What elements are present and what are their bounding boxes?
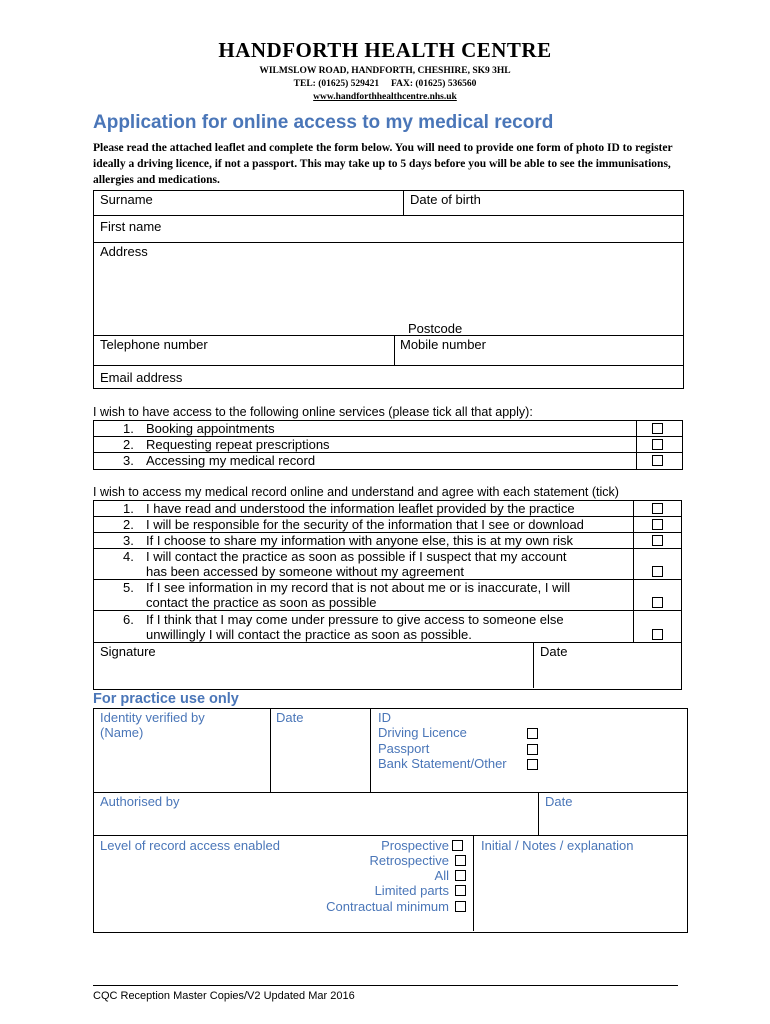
id-driving-licence-checkbox[interactable]: [527, 728, 538, 739]
level-retrospective-checkbox[interactable]: [455, 855, 466, 866]
signature-field[interactable]: Signature: [100, 644, 156, 659]
dob-field[interactable]: Date of birth: [410, 192, 481, 207]
notes-field[interactable]: Initial / Notes / explanation: [481, 838, 634, 853]
intro-text: Please read the attached leaflet and complete the form below. You will need to provide one form of photo ID to register ideally a driving licence, if not a passport. This may take up to 5 days before you will be able to see the immunisations, allergies and medications.: [93, 142, 673, 186]
divider: [633, 500, 634, 642]
first-name-field[interactable]: First name: [100, 219, 162, 234]
divider: [93, 215, 683, 216]
agreement-2-checkbox[interactable]: [652, 519, 663, 530]
divider: [370, 708, 371, 792]
email-field[interactable]: Email address: [100, 370, 183, 385]
id-option-driving-licence: Driving Licence: [378, 725, 467, 740]
agreement-5-text: If I see information in my record that is not about me or is inaccurate, I will: [146, 580, 571, 595]
identity-date-label: Date: [276, 710, 304, 725]
practice-use-heading: For practice use only: [93, 691, 239, 707]
service-prescriptions-checkbox[interactable]: [652, 439, 663, 450]
service-num: 3.: [123, 453, 134, 468]
agreement-5-text-cont: contact the practice as soon as possible: [146, 595, 377, 610]
service-record-checkbox[interactable]: [652, 455, 663, 466]
divider: [394, 335, 395, 365]
divider: [538, 792, 539, 835]
divider: [93, 242, 683, 243]
id-passport-checkbox[interactable]: [527, 744, 538, 755]
agreement-1-checkbox[interactable]: [652, 503, 663, 514]
divider: [473, 835, 474, 931]
practice-phone: TEL: (01625) 529421: [293, 79, 380, 89]
authorised-date-field[interactable]: Date: [545, 794, 573, 809]
divider: [93, 610, 681, 611]
agreement-num: 4.: [123, 549, 134, 564]
agreement-num: 5.: [123, 580, 134, 595]
agreement-4-text: I will contact the practice as soon as possible if I suspect that my account: [146, 549, 567, 564]
service-record-label: Accessing my medical record: [146, 453, 316, 468]
level-contractual-checkbox[interactable]: [455, 901, 466, 912]
agreement-6-text-cont: unwillingly I will contact the practice as soon as possible.: [146, 627, 472, 642]
level-prospective-checkbox[interactable]: [452, 840, 463, 851]
divider: [93, 835, 687, 836]
level-retrospective-label: Retrospective: [369, 853, 449, 868]
agreement-3-text: If I choose to share my information with anyone else, this is at my own risk: [146, 533, 574, 548]
practice-website-link[interactable]: www.handforthhealthcentre.nhs.uk: [313, 92, 457, 102]
divider: [403, 190, 404, 215]
postcode-field[interactable]: Postcode: [408, 321, 463, 336]
agreement-4-checkbox[interactable]: [652, 566, 663, 577]
agreement-6-text: If I think that I may come under pressure to give access to someone else: [146, 612, 564, 627]
practice-name: HANDFORTH HEALTH CENTRE: [218, 38, 552, 62]
practice-address: WILMSLOW ROAD, HANDFORTH, CHESHIRE, SK9 3HL: [259, 66, 511, 76]
agreement-num: 1.: [123, 501, 134, 516]
id-bank-statement-checkbox[interactable]: [527, 759, 538, 770]
personal-details-box: [93, 190, 684, 389]
id-label: ID: [378, 710, 391, 725]
divider: [93, 642, 681, 643]
divider: [93, 365, 683, 366]
level-limited-checkbox[interactable]: [455, 885, 466, 896]
mobile-field[interactable]: Mobile number: [400, 337, 486, 352]
agreement-num: 6.: [123, 612, 134, 627]
level-all-checkbox[interactable]: [455, 870, 466, 881]
agreement-6-checkbox[interactable]: [652, 629, 663, 640]
identity-name-label: (Name): [100, 725, 144, 740]
id-option-bank-statement: Bank Statement/Other: [378, 756, 507, 771]
divider: [636, 420, 637, 469]
identity-verified-label: Identity verified by: [100, 710, 205, 725]
service-booking-label: Booking appointments: [146, 421, 275, 436]
services-heading: I wish to have access to the following online services (please tick all that apply):: [93, 405, 533, 419]
agreement-num: 3.: [123, 533, 134, 548]
agreement-heading: I wish to access my medical record online and understand and agree with each statement (tick): [93, 485, 619, 499]
service-booking-checkbox[interactable]: [652, 423, 663, 434]
divider: [270, 708, 271, 792]
divider: [93, 792, 687, 793]
level-prospective-label: Prospective: [381, 838, 449, 853]
footer-text: CQC Reception Master Copies/V2 Updated Mar 2016: [93, 990, 355, 1002]
service-num: 1.: [123, 421, 134, 436]
form-title: Application for online access to my medical record: [93, 112, 554, 133]
service-num: 2.: [123, 437, 134, 452]
service-prescriptions-label: Requesting repeat prescriptions: [146, 437, 330, 452]
agreement-5-checkbox[interactable]: [652, 597, 663, 608]
divider: [533, 642, 534, 688]
agreement-4-text-cont: has been accessed by someone without my agreement: [146, 564, 464, 579]
surname-field[interactable]: Surname: [100, 192, 153, 207]
practice-contact: [0, 79, 770, 89]
level-limited-label: Limited parts: [374, 883, 449, 898]
agreement-2-text: I will be responsible for the security of the information that I see or download: [146, 517, 584, 532]
signature-date-field[interactable]: Date: [540, 644, 568, 659]
practice-website-row: [0, 92, 770, 102]
agreement-1-text: I have read and understood the information leaflet provided by the practice: [146, 501, 575, 516]
access-level-label: Level of record access enabled: [100, 838, 280, 853]
authorised-by-field[interactable]: Authorised by: [100, 794, 180, 809]
agreement-num: 2.: [123, 517, 134, 532]
footer-rule: [93, 985, 678, 986]
level-contractual-label: Contractual minimum: [326, 899, 449, 914]
agreement-3-checkbox[interactable]: [652, 535, 663, 546]
level-all-label: All: [434, 868, 449, 883]
divider: [93, 335, 683, 336]
practice-fax: FAX: (01625) 536560: [391, 79, 477, 89]
telephone-field[interactable]: Telephone number: [100, 337, 208, 352]
id-option-passport: Passport: [378, 741, 430, 756]
address-field[interactable]: Address: [100, 244, 148, 259]
